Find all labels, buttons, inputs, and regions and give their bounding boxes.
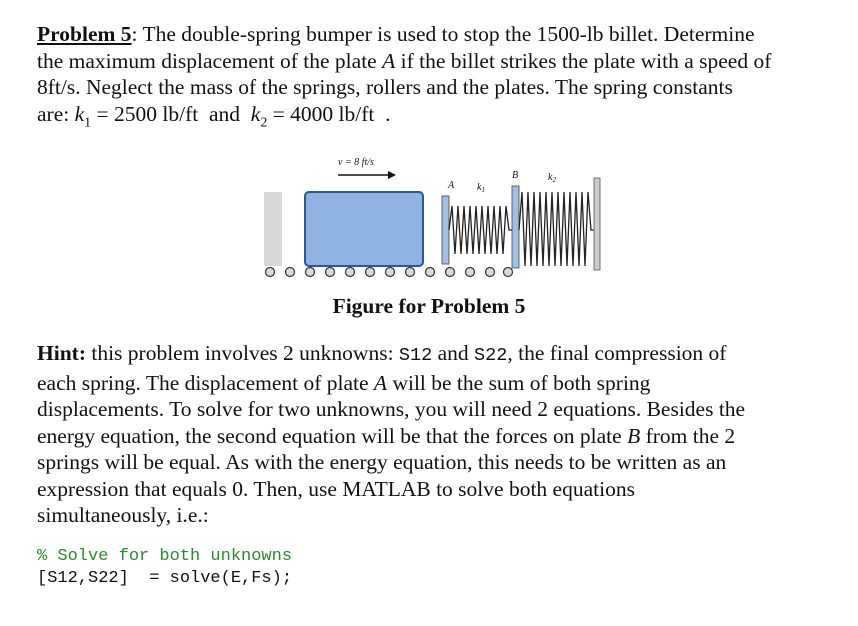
- problem-line2c: if the billet strikes the plate with a speed of: [395, 48, 772, 73]
- rollers: [266, 268, 513, 277]
- k2-subscript: 2: [260, 114, 268, 130]
- velocity-arrowhead: [388, 171, 396, 179]
- code-comment: % Solve for both unknowns: [37, 547, 293, 566]
- problem-label: Problem 5: [37, 22, 132, 46]
- problem-statement: [37, 21, 837, 136]
- k2-label: $k_2$: [548, 172, 556, 184]
- figure-caption: Figure for Problem 5: [332, 294, 526, 318]
- hint-line4c: from the 2: [640, 423, 736, 448]
- k1-symbol: k: [74, 101, 85, 126]
- problem-line1: : The double-spring bumper is used to stop the 1500-lb billet. Determine: [131, 22, 755, 46]
- var-s22: S22: [474, 345, 508, 366]
- hint-label: Hint:: [37, 341, 86, 365]
- k2-symbol: k: [250, 101, 261, 126]
- plate-b: [512, 186, 519, 268]
- hint-line2c: will be the sum of both spring: [387, 370, 651, 395]
- billet-shadow: [264, 192, 282, 266]
- hint-line5: springs will be equal. As with the energy equation, this needs to be written as an: [37, 450, 727, 474]
- hint-line6: expression that equals 0. Then, use MATLAB to solve both equations: [37, 476, 635, 501]
- hint-line4a: energy equation, the second equation will be that the forces on plate: [37, 423, 628, 448]
- billet: [305, 192, 423, 266]
- hint-line3: displacements. To solve for two unknowns, you will need 2 equations. Besides the: [37, 397, 746, 421]
- wall: [594, 178, 600, 270]
- plate-b-label: B: [512, 170, 519, 181]
- matlab-code: [37, 546, 292, 590]
- problem-line2a: the maximum displacement of the plate: [37, 48, 383, 73]
- k1-label: $k_1$: [477, 182, 485, 194]
- velocity-label: v = 8 ft/s: [338, 157, 374, 168]
- and-text: and: [198, 101, 251, 126]
- plate-a-ref: A: [382, 48, 396, 73]
- plate-a-label: A: [448, 180, 455, 191]
- spring-k2: [519, 192, 594, 266]
- code-line: [S12,S22] = solve(E,Fs);: [37, 569, 293, 588]
- spring-k1: [449, 206, 512, 254]
- hint-line7: simultaneously, i.e.:: [37, 503, 209, 527]
- bumper-figure: [250, 150, 620, 290]
- hint-line2a: each spring. The displacement of plate: [37, 370, 374, 395]
- k2-value: = 4000 lb/ft: [267, 101, 375, 126]
- hint-plate-a: A: [373, 370, 388, 395]
- problem-line4a: are:: [37, 101, 75, 126]
- period: .: [374, 101, 391, 126]
- hint-plate-b: B: [627, 423, 641, 448]
- k1-value: = 2500 lb/ft: [91, 101, 199, 126]
- problem-line3: 8ft/s. Neglect the mass of the springs, rollers and the plates. The spring constants: [37, 75, 733, 99]
- hint-paragraph: [37, 340, 837, 529]
- hint-t1: this problem involves 2 unknowns:: [85, 341, 399, 365]
- hint-t3: , the final compression of: [507, 341, 727, 365]
- k1-subscript: 1: [84, 114, 92, 130]
- var-s12: S12: [398, 345, 433, 366]
- hint-t2: and: [432, 341, 475, 365]
- plate-a: [442, 196, 449, 264]
